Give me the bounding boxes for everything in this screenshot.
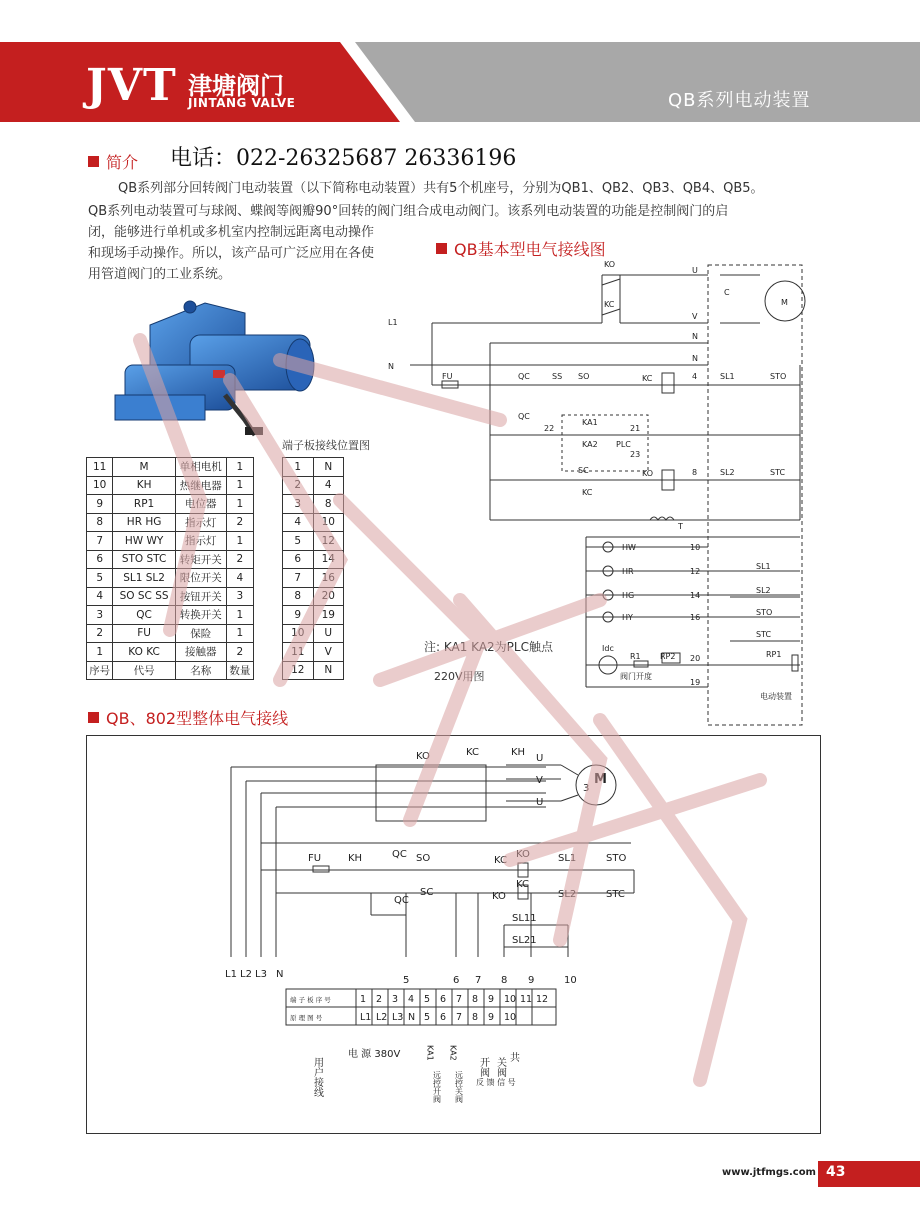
open-valve-label: 开阀 [477, 1057, 489, 1077]
label-n-b: N [276, 969, 284, 980]
intro-line-4: 和现场手动操作。所以，该产品可广泛应用在各使 [88, 246, 375, 261]
terminal-strip-ref: 10 [504, 1012, 517, 1023]
terminal-table-cell: 7 [283, 569, 314, 588]
label-qc-b: QC [392, 849, 407, 860]
terminal-table-cell: 19 [313, 606, 344, 625]
terminal-strip-number: 2 [376, 994, 383, 1005]
terminal-table-cell: 4 [283, 513, 314, 532]
parts-table-cell: 8 [87, 513, 113, 532]
parts-table-cell: SO SC SS [113, 587, 175, 606]
parts-table-cell: 7 [87, 532, 113, 551]
terminal-strip-number: 3 [392, 994, 399, 1005]
terminal-strip-number: 9 [488, 994, 495, 1005]
parts-table-cell: 转换开关 [175, 606, 226, 625]
intro-line-1: QB系列部分回转阀门电动装置（以下简称电动装置）共有5个机座号，分别为QB1、QB2、QB3、QB4、QB5。 [118, 181, 764, 196]
parts-table-cell: RP1 [113, 495, 175, 514]
label-ko-d: KO [492, 891, 506, 902]
parts-table-cell: HW WY [113, 532, 175, 551]
parts-table-cell: 1 [226, 624, 253, 643]
label-kc2: KC [582, 488, 593, 497]
terminal-table-cell: 11 [283, 643, 314, 662]
label-term-8: 8 [692, 468, 698, 477]
terminal-strip-ref: 8 [472, 1012, 479, 1023]
user-wiring-label: 用户接线 [311, 1057, 323, 1097]
label-term-22: 22 [544, 424, 555, 433]
label-term-4: 4 [692, 372, 698, 381]
terminal-table-cell: 14 [313, 550, 344, 569]
label-plc: PLC [616, 440, 631, 449]
terminal-strip-number: 10 [504, 994, 517, 1005]
label-l3: L3 [255, 969, 267, 980]
term-row2-label: 原 理 图 号 [290, 1014, 323, 1022]
terminal-table-cell: 8 [313, 495, 344, 514]
parts-table-cell: 1 [226, 532, 253, 551]
label-term-12: 12 [690, 567, 701, 576]
parts-table-cell: STO STC [113, 550, 175, 569]
terminal-table-cell: 5 [283, 532, 314, 551]
label-sto-b: STO [756, 608, 773, 617]
parts-table-cell: 6 [87, 550, 113, 569]
intro-line-3: 闭，能够进行单机或多机室内控制远距离电动操作 [88, 225, 375, 240]
terminal-strip-ref: L1 [360, 1012, 372, 1023]
label-ko-b: KO [416, 751, 430, 762]
parts-table-cell: 5 [87, 569, 113, 588]
term-row1-label: 端 子 板 序 号 [290, 996, 331, 1004]
label-r1: R1 [630, 652, 641, 661]
label-t5: 5 [403, 975, 410, 986]
label-kc-d: KC [516, 879, 529, 890]
parts-table-cell: 2 [87, 624, 113, 643]
header-gray-band [355, 42, 920, 122]
parts-table-cell: QC [113, 606, 175, 625]
ka2-label: KA2 [448, 1045, 458, 1061]
label-qc-c: QC [394, 895, 409, 906]
parts-table-cell: 1 [226, 606, 253, 625]
label-v-b: V [536, 775, 543, 786]
label-hy: HY [622, 613, 633, 622]
terminal-strip-ref: 7 [456, 1012, 463, 1023]
label-term-10: 10 [690, 543, 701, 552]
label-valve-opening: 阀门开度 [620, 672, 652, 681]
terminal-strip-number: 5 [424, 994, 431, 1005]
parts-table-cell: SL1 SL2 [113, 569, 175, 588]
terminal-strip-ref: N [408, 1012, 416, 1023]
parts-table-cell: 1 [226, 458, 253, 477]
watermark-graphic [80, 300, 840, 1120]
terminal-strip-ref: L2 [376, 1012, 388, 1023]
brand-name-cn: 津塘阀门 [188, 72, 284, 100]
label-ko: KO [604, 260, 616, 269]
label-t10: 10 [564, 975, 577, 986]
remote-open-label: 远控开阀 [432, 1071, 442, 1103]
label-t: T [678, 522, 683, 531]
terminal-strip-ref: 5 [424, 1012, 431, 1023]
label-sl2-b: SL2 [756, 586, 771, 595]
label-motor: M [781, 298, 788, 307]
label-sl1: SL1 [720, 372, 735, 381]
parts-table-cell: 指示灯 [175, 532, 226, 551]
label-ko-coil: KO [642, 469, 654, 478]
label-stc-c: STC [606, 889, 625, 900]
label-ka1: KA1 [582, 418, 598, 427]
page-title: QB系列电动装置 [668, 90, 811, 111]
terminal-strip-number: 8 [472, 994, 479, 1005]
terminal-table-cell: 3 [283, 495, 314, 514]
parts-table-cell: 指示灯 [175, 513, 226, 532]
terminal-strip-number: 7 [456, 994, 463, 1005]
parts-table-cell: 2 [226, 643, 253, 662]
terminal-table-cell: N [313, 458, 344, 477]
terminal-strip-ref: 9 [488, 1012, 495, 1023]
label-term-23: 23 [630, 450, 641, 459]
label-rp1: RP1 [766, 650, 782, 659]
terminal-strip-number: 1 [360, 994, 367, 1005]
label-so: SO [578, 372, 590, 381]
parts-table-cell: 保险 [175, 624, 226, 643]
label-sl1-b: SL1 [756, 562, 771, 571]
label-sc: SC [578, 466, 589, 475]
label-u: U [692, 266, 698, 275]
parts-table-cell: 限位开关 [175, 569, 226, 588]
parts-table-cell: 1 [226, 476, 253, 495]
label-stc: STC [770, 468, 786, 477]
plc-note: 注: KA1 KA2为PLC触点 [424, 640, 553, 654]
label-rp2: RP2 [660, 652, 676, 661]
parts-table-header-cell: 代号 [113, 661, 175, 680]
label-kc-coil: KC [642, 374, 653, 383]
label-term-20: 20 [690, 654, 701, 663]
terminal-table-cell: U [313, 624, 344, 643]
parts-table-cell: 9 [87, 495, 113, 514]
parts-table-cell: 4 [226, 569, 253, 588]
label-stc-b: STC [756, 630, 772, 639]
square-bullet-icon [436, 243, 447, 254]
label-qc2: QC [518, 412, 530, 421]
label-hr: HR [622, 567, 634, 576]
parts-table-cell: 热继电器 [175, 476, 226, 495]
parts-table-cell: M [113, 458, 175, 477]
label-sto: STO [770, 372, 787, 381]
terminal-strip-number: 4 [408, 994, 415, 1005]
label-m-b: M [594, 772, 607, 787]
label-u-c: U [536, 797, 544, 808]
label-l2: L2 [240, 969, 252, 980]
page-number: 43 [826, 1164, 846, 1180]
parts-table-cell: 3 [226, 587, 253, 606]
label-hw: HW [622, 543, 636, 552]
terminal-table-cell: 12 [283, 661, 314, 680]
label-kc-c: KC [494, 855, 507, 866]
parts-table-cell: 11 [87, 458, 113, 477]
basic-diagram-heading: QB基本型电气接线图 [436, 237, 606, 260]
power-label: 电 源 380V [348, 1049, 401, 1060]
ka1-label: KA1 [425, 1045, 435, 1061]
label-t9: 9 [528, 975, 535, 986]
overall-diagram-heading: QB、802型整体电气接线 [88, 706, 288, 729]
label-kh-b: KH [348, 853, 363, 864]
parts-table-cell: 按钮开关 [175, 587, 226, 606]
parts-table-cell: 4 [87, 587, 113, 606]
terminal-strip-ref: L3 [392, 1012, 404, 1023]
label-sl2-c: SL2 [558, 889, 577, 900]
terminal-strip-ref: 6 [440, 1012, 447, 1023]
label-n1: N [692, 332, 698, 341]
terminal-table-cell: 12 [313, 532, 344, 551]
label-hg: HG [622, 591, 635, 600]
terminal-table-cell: 10 [283, 624, 314, 643]
label-sl1-c: SL1 [558, 853, 577, 864]
label-ka2: KA2 [582, 440, 598, 449]
parts-table-cell: KH [113, 476, 175, 495]
terminal-table-caption: 端子板接线位置图 [282, 439, 370, 452]
label-kc-b: KC [466, 747, 479, 758]
terminal-table-cell: 2 [283, 476, 314, 495]
label-l1: L1 [388, 318, 398, 327]
label-sl21: SL21 [512, 935, 537, 946]
parts-table-cell: 电位器 [175, 495, 226, 514]
parts-table-cell: 转矩开关 [175, 550, 226, 569]
label-so-b: SO [416, 853, 431, 864]
terminal-strip-number: 12 [536, 994, 549, 1005]
brand-logo: JVT [86, 60, 177, 111]
terminal-table-cell: 1 [283, 458, 314, 477]
remote-close-label: 远控关阀 [454, 1071, 464, 1103]
terminal-table-cell: 6 [283, 550, 314, 569]
label-v: V [692, 312, 698, 321]
parts-table-cell: 1 [226, 495, 253, 514]
terminal-table-cell: 9 [283, 606, 314, 625]
parts-table-cell: 2 [226, 550, 253, 569]
parts-table-cell: FU [113, 624, 175, 643]
brand-name-en: JINTANG VALVE [188, 96, 296, 110]
parts-table-cell: 3 [87, 606, 113, 625]
intro-heading: 简介 [88, 150, 138, 173]
parts-table-cell: 2 [226, 513, 253, 532]
parts-table-cell: 接触器 [175, 643, 226, 662]
voltage-note: 220V用图 [434, 670, 485, 683]
label-u-b: U [536, 753, 544, 764]
label-n2: N [692, 354, 698, 363]
label-term-19: 19 [690, 678, 701, 687]
label-t8: 8 [501, 975, 508, 986]
parts-table-cell: 1 [87, 643, 113, 662]
label-m3: 3 [583, 783, 590, 794]
feedback-label: 反 馈 信 号 [476, 1078, 516, 1087]
label-sl2: SL2 [720, 468, 735, 477]
terminal-table-cell: 10 [313, 513, 344, 532]
label-sc-b: SC [420, 887, 434, 898]
label-term-21: 21 [630, 424, 641, 433]
label-c: C [724, 288, 730, 297]
label-t7: 7 [475, 975, 482, 986]
square-bullet-icon [88, 156, 99, 167]
label-qc1: QC [518, 372, 530, 381]
label-idc: Idc [602, 644, 614, 653]
label-n-main: N [388, 362, 394, 371]
terminal-table-cell: 20 [313, 587, 344, 606]
parts-table-cell: 10 [87, 476, 113, 495]
label-term-16: 16 [690, 613, 701, 622]
intro-line-5: 用管道阀门的工业系统。 [88, 267, 232, 282]
label-kh: KH [511, 747, 526, 758]
parts-table-cell: HR HG [113, 513, 175, 532]
terminal-table-cell: N [313, 661, 344, 680]
label-term-14: 14 [690, 591, 701, 600]
common-label: 共 [510, 1053, 520, 1064]
phone-number: 电话：022-26325687 26336196 [170, 146, 517, 171]
label-ss: SS [552, 372, 563, 381]
terminal-strip-number: 11 [520, 994, 533, 1005]
terminal-table-cell: V [313, 643, 344, 662]
intro-line-2: QB系列电动装置可与球阀、蝶阀等阀瓣90°回转的阀门组合成电动阀门。该系列电动装置的功能是控制阀门的启 [88, 204, 729, 219]
parts-table-header-cell: 名称 [175, 661, 226, 680]
label-t6: 6 [453, 975, 460, 986]
label-sl11: SL11 [512, 913, 537, 924]
label-kc: KC [604, 300, 615, 309]
label-ko-c: KO [516, 849, 530, 860]
parts-table-cell: KO KC [113, 643, 175, 662]
label-fu-b: FU [308, 853, 322, 864]
parts-table-cell: 单相电机 [175, 458, 226, 477]
close-valve-label: 关阀 [494, 1057, 506, 1077]
label-fu: FU [442, 372, 453, 381]
terminal-strip-number: 6 [440, 994, 447, 1005]
label-l1-b: L1 [225, 969, 237, 980]
parts-table-header-cell: 序号 [87, 661, 113, 680]
label-sto-c: STO [606, 853, 627, 864]
terminal-table-cell: 4 [313, 476, 344, 495]
parts-table-header-cell: 数量 [226, 661, 253, 680]
terminal-table-cell: 16 [313, 569, 344, 588]
terminal-table-cell: 8 [283, 587, 314, 606]
label-device: 电动装置 [760, 692, 792, 701]
footer-url: www.jtfmgs.com [722, 1167, 816, 1178]
